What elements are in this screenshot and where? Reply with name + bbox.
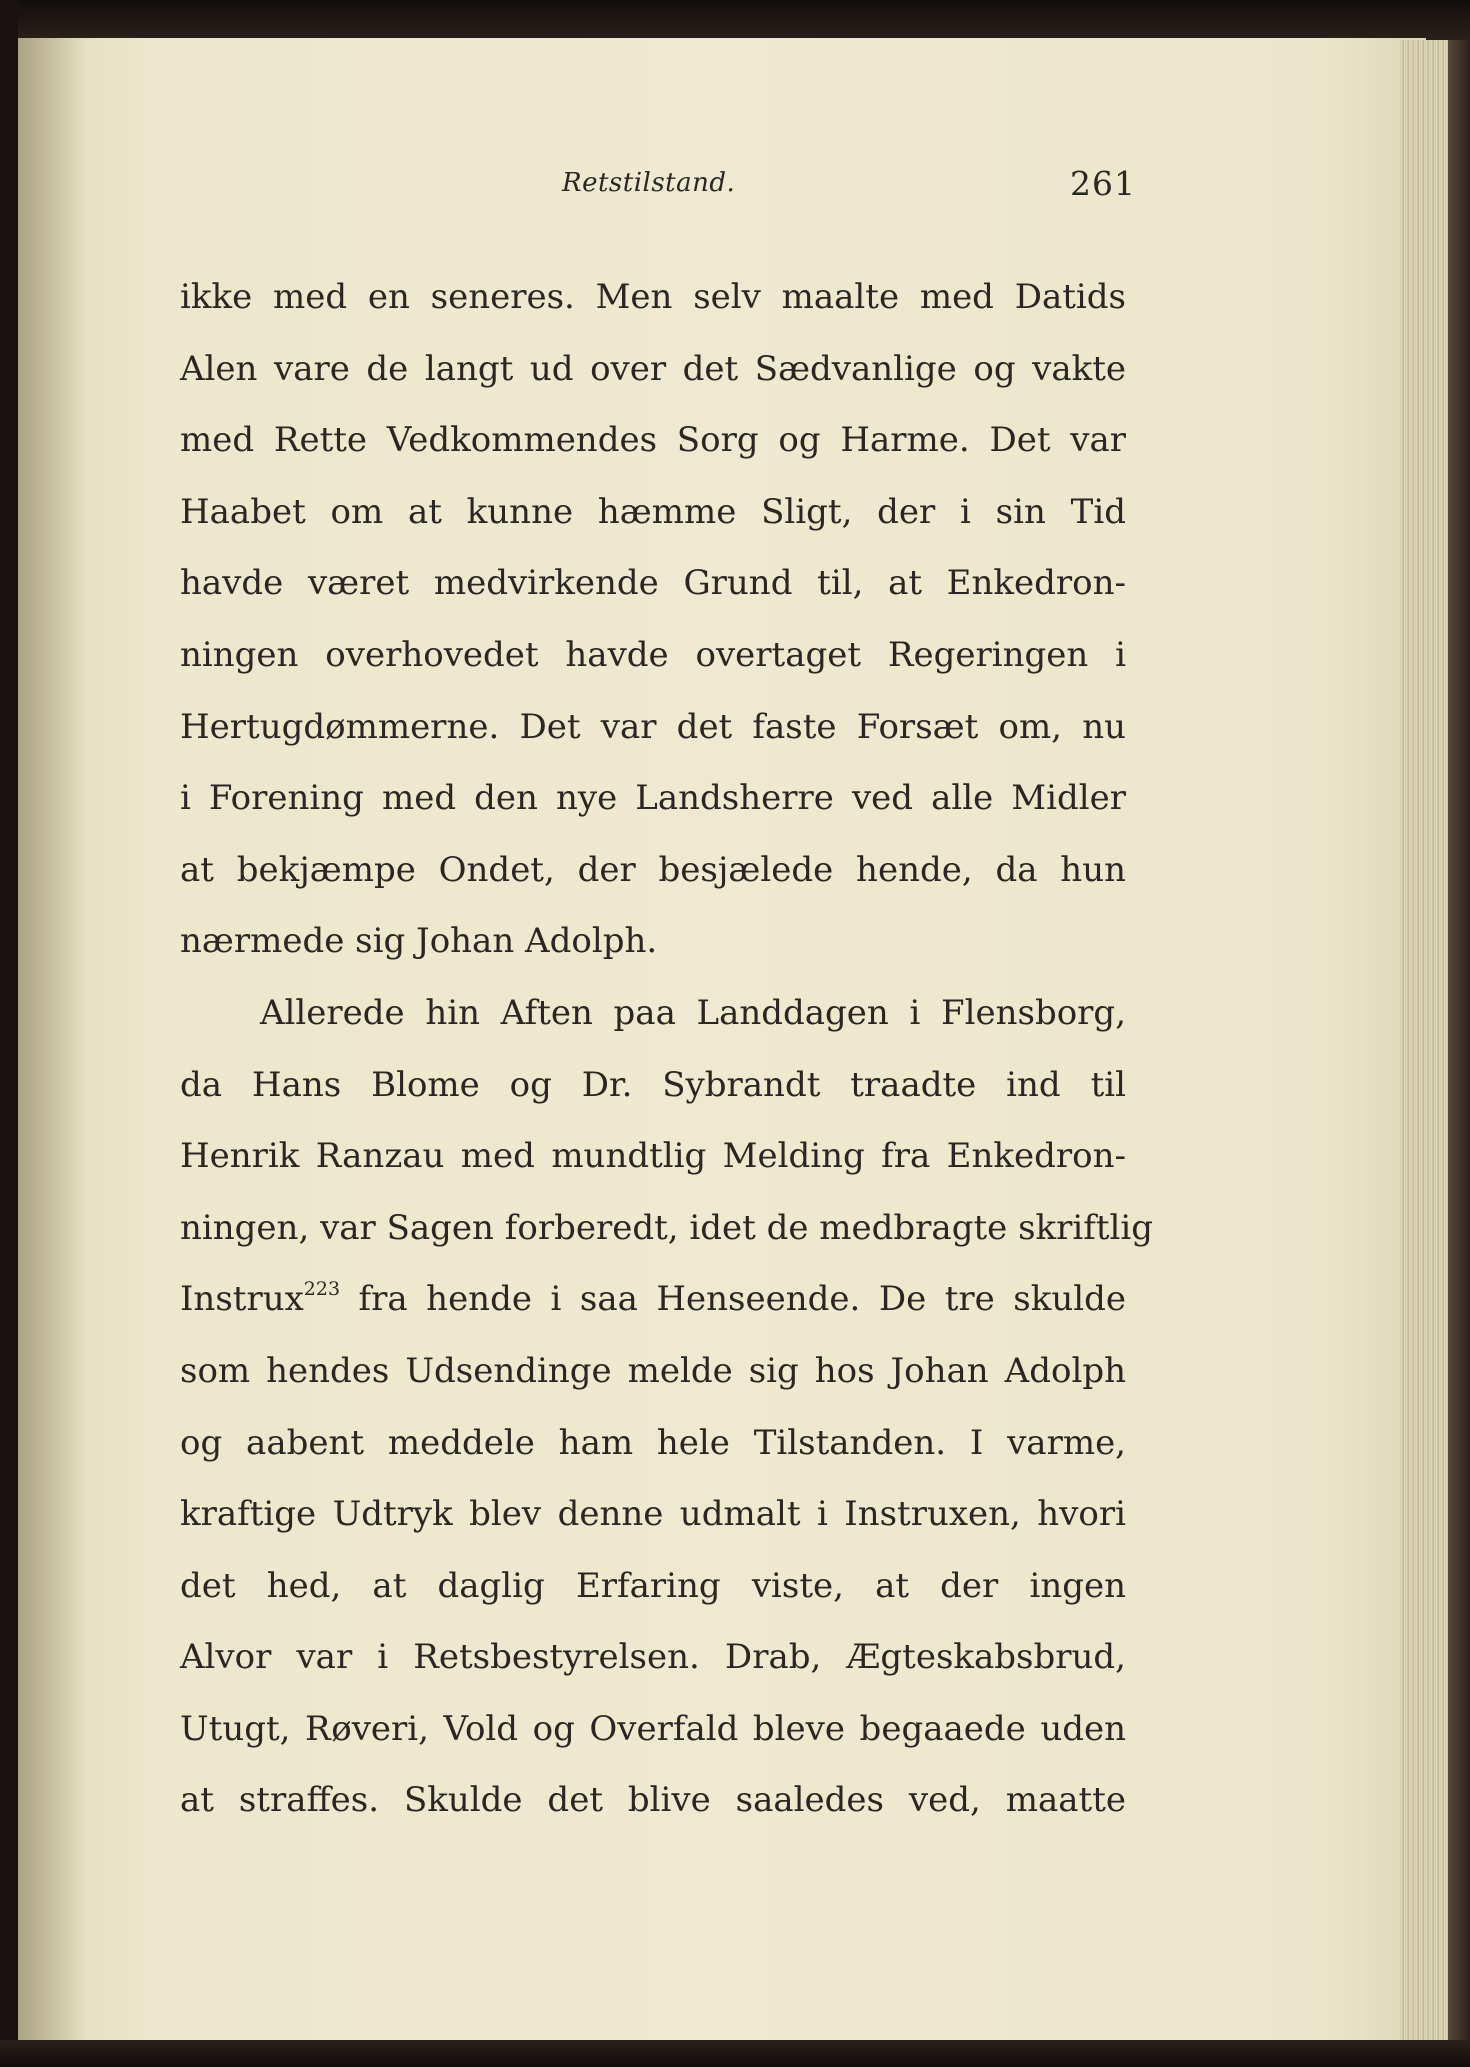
text-line: Hertugdømmerne. Det var det faste Forsæt om, nu bbox=[180, 706, 1126, 747]
text-line: ningen overhovedet havde overtaget Regeringen i bbox=[180, 634, 1126, 675]
text-segment: fra hende i saa Henseende. De tre skulde bbox=[340, 1279, 1126, 1320]
text-line: da Hans Blome og Dr. Sybrandt traadte ind til bbox=[180, 1064, 1126, 1105]
running-title: Retstilstand. bbox=[562, 168, 736, 198]
text-line: som hendes Udsendinge melde sig hos Johan Adolph bbox=[180, 1350, 1126, 1391]
text-line: og aabent meddele ham hele Tilstanden. I varme, bbox=[180, 1422, 1126, 1463]
running-head bbox=[0, 164, 1470, 212]
text-line: med Rette Vedkommendes Sorg og Harme. Det var bbox=[180, 420, 1126, 461]
text-line: Alen vare de langt ud over det Sædvanlige og vakte bbox=[180, 348, 1126, 389]
text-line: ningen, var Sagen forberedt, idet de medbragte skriftlig bbox=[180, 1207, 1154, 1248]
page-number: 261 bbox=[1070, 164, 1136, 203]
scan-bottom-edge bbox=[0, 2040, 1470, 2067]
text-line: Utugt, Røveri, Vold og Overfald bleve begaaede uden bbox=[180, 1708, 1126, 1749]
text-segment: Instrux bbox=[180, 1279, 304, 1320]
text-line: kraftige Udtryk blev denne udmalt i Instruxen, hvori bbox=[180, 1494, 1126, 1535]
text-line: i Forening med den nye Landsherre ved alle Midler bbox=[180, 778, 1126, 819]
text-line: Allerede hin Aften paa Landdagen i Flensborg, bbox=[260, 992, 1126, 1033]
text-line: Haabet om at kunne hæmme Sligt, der i sin Tid bbox=[180, 491, 1126, 532]
text-line: det hed, at daglig Erfaring viste, at der ingen bbox=[180, 1565, 1126, 1606]
text-line: at bekjæmpe Ondet, der besjælede hende, da hun bbox=[180, 849, 1126, 890]
text-line bbox=[180, 1264, 1126, 1336]
scan-top-edge bbox=[0, 0, 1470, 42]
footnote-reference: 223 bbox=[303, 1278, 341, 1301]
scan-left-edge bbox=[0, 0, 18, 2067]
text-line: havde været medvirkende Grund til, at Enkedron- bbox=[180, 563, 1126, 604]
text-line: nærmede sig Johan Adolph. bbox=[180, 921, 658, 962]
text-line: Alvor var i Retsbestyrelsen. Drab, Ægteskabsbrud, bbox=[180, 1637, 1126, 1678]
text-line: ikke med en seneres. Men selv maalte med Datids bbox=[180, 277, 1126, 317]
text-line: Henrik Ranzau med mundtlig Melding fra Enkedron- bbox=[180, 1136, 1126, 1177]
body-text bbox=[180, 262, 1154, 1837]
book-cover-edge bbox=[1448, 40, 1470, 2042]
gutter-shadow bbox=[18, 38, 88, 2042]
text-line: at straffes. Skulde det blive saaledes ved, maatte bbox=[180, 1780, 1126, 1821]
